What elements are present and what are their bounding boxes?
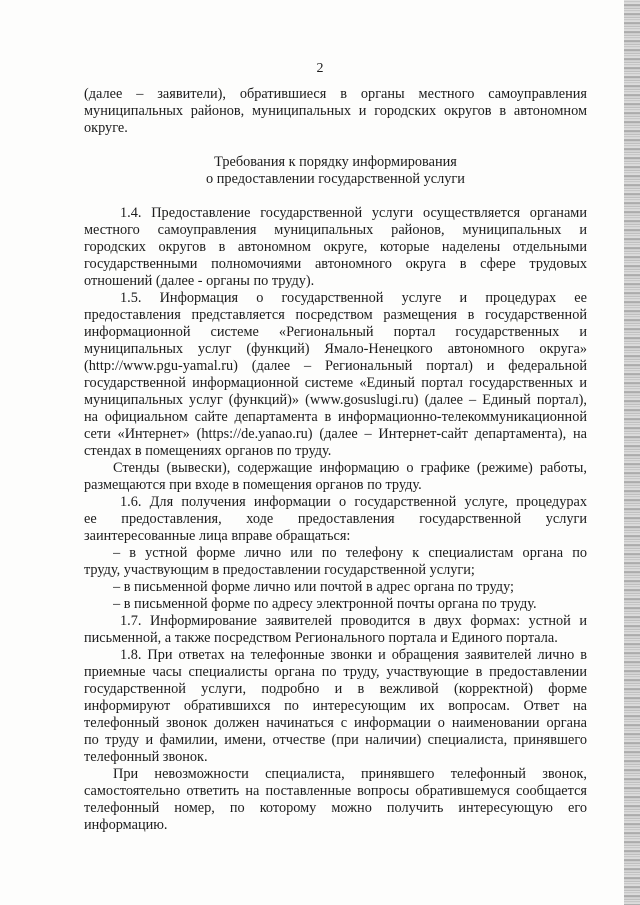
text-line: заинтересованные лица вправе обращаться: xyxy=(84,528,351,544)
list-item: – в письменной форме лично или почтой в адрес органа по труду; xyxy=(113,579,515,595)
text-line: 1.5. Информация о государственной услуге и процедурах ее xyxy=(120,290,587,306)
section-heading: о предоставлении государственной услуги xyxy=(206,171,465,187)
scan-edge xyxy=(624,0,640,905)
text-line: письменной, а также посредством Регионального портала и Единого портала. xyxy=(84,630,558,646)
text-line: телефонный номер, по которому можно получить интересующую его xyxy=(84,800,587,816)
text-line: на официальном сайте департамента в информационно-телекоммуникационной xyxy=(84,409,587,425)
text-line: (далее – заявители), обратившиеся в органы местного самоуправления xyxy=(84,86,587,102)
text-line: размещаются при входе в помещения органов по труду. xyxy=(84,477,422,493)
text-line: муниципальных услуг (функций)» (www.gosuslugi.ru) (далее – Единый портал), xyxy=(84,392,587,408)
text-line: информационной системе «Региональный портал государственных и xyxy=(84,324,587,340)
text-line: телефонный звонок должен начинаться с информации о наименовании органа xyxy=(84,715,587,731)
text-line: информируют обратившихся по интересующим их вопросам. Ответ на xyxy=(84,698,587,714)
text-line: информацию. xyxy=(84,817,168,833)
text-line: округе. xyxy=(84,120,128,136)
text-line: труду, участвующим в предоставлении государственной услуги; xyxy=(84,562,475,578)
text-line: 1.7. Информирование заявителей проводится в двух формах: устной и xyxy=(120,613,587,629)
text-line: (http://www.pgu-yamal.ru) (далее – Региональный портал) и федеральной xyxy=(84,358,587,374)
text-line: отношений (далее - органы по труду). xyxy=(84,273,315,289)
text-line: государственной информационной системе «Единый портал государственных и xyxy=(84,375,587,391)
text-line: телефонный звонок. xyxy=(84,749,208,765)
list-item: – в письменной форме по адресу электронной почты органа по труду. xyxy=(113,596,537,612)
text-line: самостоятельно ответить на поставленные вопросы обратившемуся сообщается xyxy=(84,783,587,799)
text-line: 1.6. Для получения информации о государственной услуге, процедурах xyxy=(120,494,587,510)
page-number: 2 xyxy=(316,61,324,76)
text-line: Стенды (вывески), содержащие информацию о графике (режиме) работы, xyxy=(113,460,587,476)
text-line: предоставления представляется посредством размещения в государственной xyxy=(84,307,587,323)
text-line: государственными полномочиями автономного округа в сфере трудовых xyxy=(84,256,587,272)
text-line: местного самоуправления муниципальных районов, муниципальных и xyxy=(84,222,587,238)
text-line: муниципальных услуг (функций) Ямало-Ненецкого автономного округа» xyxy=(84,341,587,357)
text-line: муниципальных районов, муниципальных и городских округов в автономном xyxy=(84,103,587,119)
list-item: – в устной форме лично или по телефону к специалистам органа по xyxy=(113,545,587,561)
text-line: При невозможности специалиста, принявшего телефонный звонок, xyxy=(113,766,587,782)
text-line: стендах в помещениях органов по труду. xyxy=(84,443,332,459)
text-line: сети «Интернет» (https://de.yanao.ru) (далее – Интернет-сайт департамента), на xyxy=(84,426,587,442)
text-line: 1.4. Предоставление государственной услуги осуществляется органами xyxy=(120,205,587,221)
section-heading: Требования к порядку информирования xyxy=(214,154,457,170)
text-line: 1.8. При ответах на телефонные звонки и обращения заявителей лично в xyxy=(120,647,587,663)
text-line: по труду и фамилии, имени, отчестве (при наличии) специалиста, принявшего xyxy=(84,732,587,748)
text-line: приемные часы специалисты органа по труду, участвующие в предоставлении xyxy=(84,664,587,680)
text-line: государственной услуги, подробно и в вежливой (корректной) форме xyxy=(84,681,587,697)
text-line: городских округов в автономном округе, которые наделены отдельными xyxy=(84,239,587,255)
text-line: ее предоставления, ходе предоставления государственной услуги xyxy=(84,511,587,527)
